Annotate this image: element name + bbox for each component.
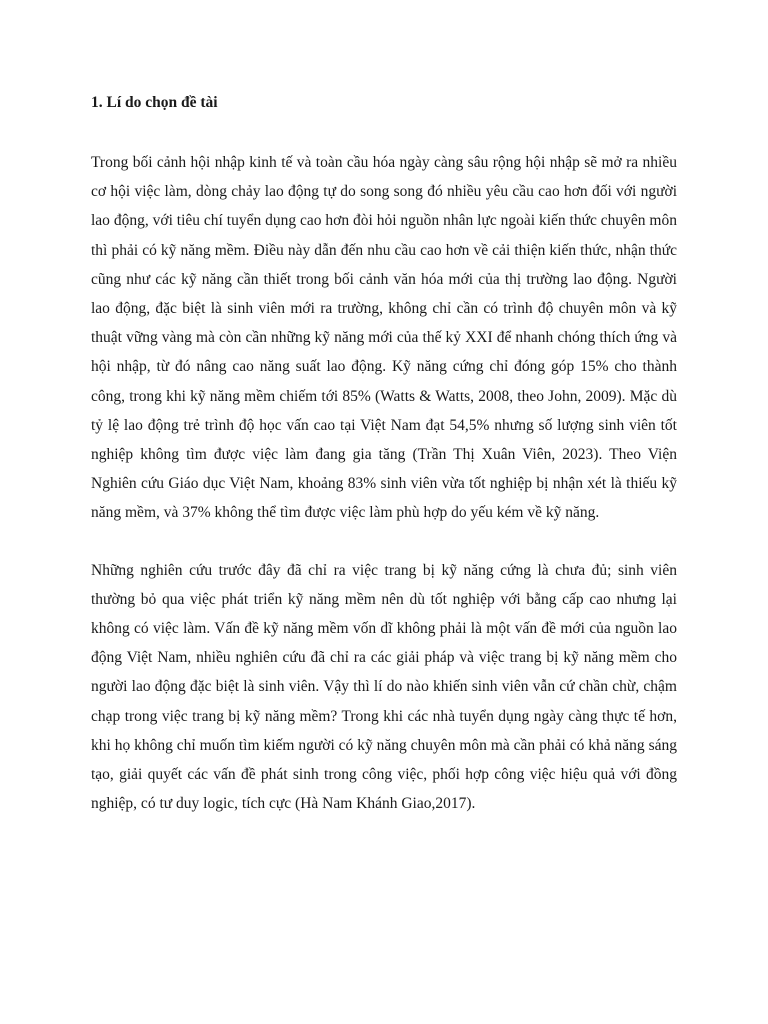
paragraph-2: Những nghiên cứu trước đây đã chỉ ra việc trang bị kỹ năng cứng là chưa đủ; sinh viên thường bỏ qua việc phát triển kỹ năng mềm nên dù tốt nghiệp với bằng cấp cao nhưng lại không có việc làm. Vấn đề kỹ năng mềm vốn dĩ không phải là một vấn đề mới của nguồn lao động Việt Nam, nhiều nghiên cứu đã chỉ ra các giải pháp và việc trang bị kỹ năng mềm cho người lao động đặc biệt là sinh viên. Vậy thì lí do nào khiến sinh viên vẫn cứ chần chừ, chậm chạp trong việc trang bị kỹ năng mềm? Trong khi các nhà tuyển dụng ngày càng thực tế hơn, khi họ không chỉ muốn tìm kiếm người có kỹ năng chuyên môn mà cần phải có khả năng sáng tạo, giải quyết các vấn đề phát sinh trong công việc, phối hợp công việc hiệu quả với đồng nghiệp, có tư duy logic, tích cực (Hà Nam Khánh Giao,2017).	[91, 561, 677, 813]
paragraph-1: Trong bối cảnh hội nhập kinh tế và toàn cầu hóa ngày càng sâu rộng hội nhập sẽ mở ra nhiều cơ hội việc làm, dòng chảy lao động tự do song song đó nhiều yêu cầu cao hơn đối với người lao động, với tiêu chí tuyển dụng cao hơn đòi hỏi nguồn nhân lực ngoài kiến thức chuyên môn thì phải có kỹ năng mềm. Điều này dẫn đến nhu cầu cao hơn về cải thiện kiến thức, nhận thức cũng như các kỹ năng cần thiết trong bối cảnh văn hóa mới của thị trường lao động. Người lao động, đặc biệt là sinh viên mới ra trường, không chỉ cần có trình độ chuyên môn và kỹ thuật vững vàng mà còn cần những kỹ năng mới của thế kỷ XXI để nhanh chóng thích ứng và hội nhập, từ đó nâng cao năng suất lao động. Kỹ năng cứng chỉ đóng góp 15% cho thành công, trong khi kỹ năng mềm chiếm tới 85% (Watts & Watts, 2008, theo John, 2009). Mặc dù tỷ lệ lao động trẻ trình độ học vấn cao tại Việt Nam đạt 54,5% nhưng số lượng sinh viên tốt nghiệp không tìm được việc làm đang gia tăng (Trần Thị Xuân Viên, 2023). Theo Viện Nghiên cứu Giáo dục Việt Nam, khoảng 83% sinh viên vừa tốt nghiệp bị nhận xét là thiếu kỹ năng mềm, và 37% không thể tìm được việc làm phù hợp do yếu kém về kỹ năng.	[91, 154, 677, 522]
document-body	[91, 92, 677, 846]
section-heading: 1. Lí do chọn đề tài	[91, 94, 218, 111]
